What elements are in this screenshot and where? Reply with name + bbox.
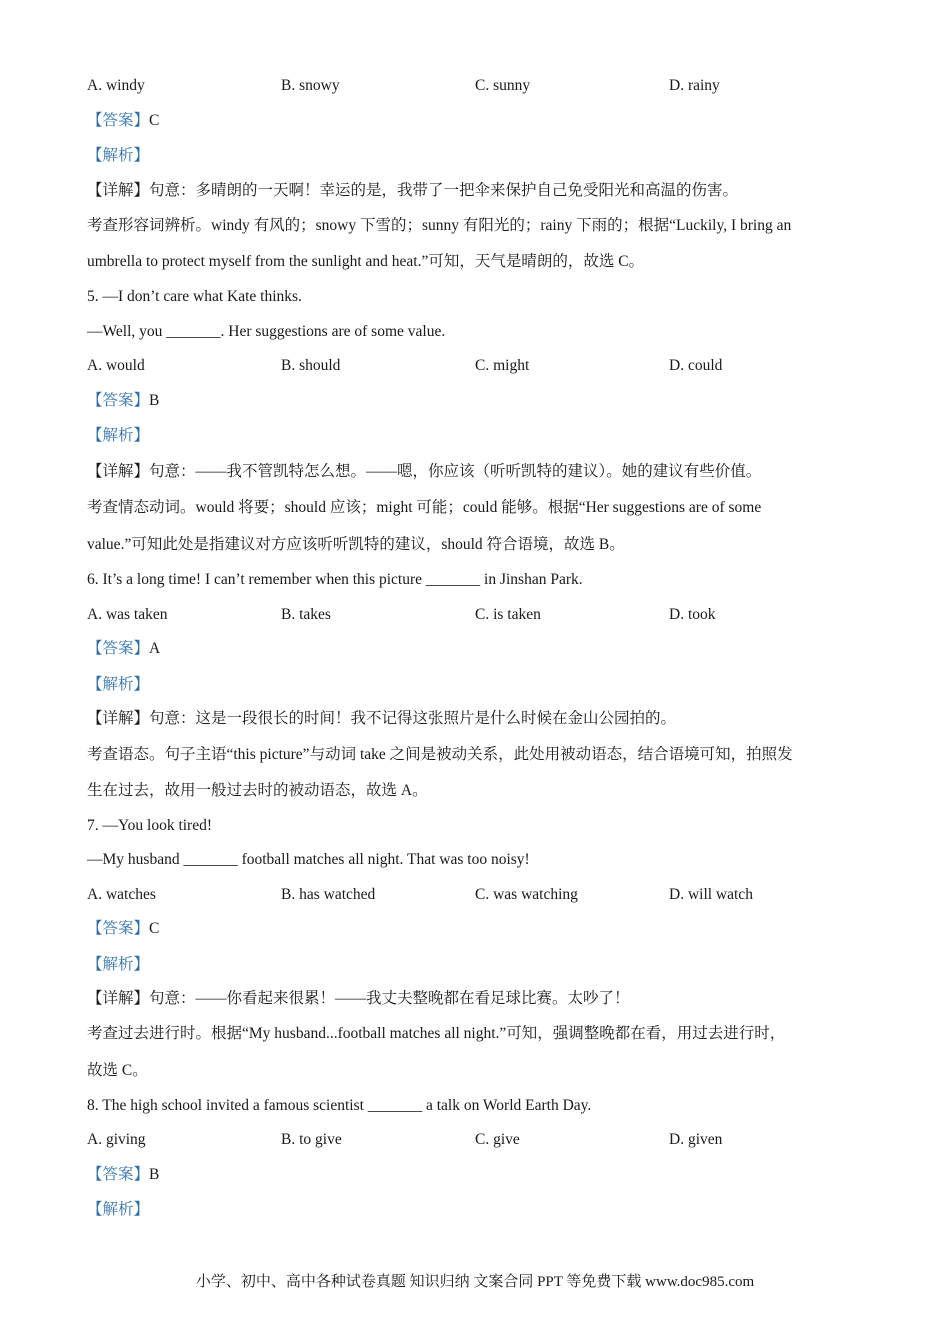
- q5-option-b: B. should: [281, 357, 341, 374]
- q7-detail: [87, 989, 630, 1009]
- detail-text: 句意：这是一段很长的时间！我不记得这张照片是什么时候在金山公园拍的。: [149, 710, 677, 727]
- q7-explain-1: 考查过去进行时。根据“My husband...football matches all night.”可知，强调整晚都在看，用过去进行时，: [87, 1025, 786, 1042]
- detail-text: 句意：——你看起来很累！——我丈夫整晚都在看足球比赛。太吵了！: [149, 990, 630, 1007]
- q5-answer: [87, 391, 159, 411]
- q6-option-d: D. took: [669, 606, 716, 623]
- q4-analysis: [87, 146, 149, 166]
- detail-label: 【详解】: [87, 463, 150, 480]
- q6-explain-1: 考查语态。句子主语“this picture”与动词 take 之间是被动关系，此处用被动语态，结合语境可知，拍照发: [87, 746, 793, 763]
- answer-value: A: [149, 640, 161, 657]
- q5-option-d: D. could: [669, 357, 723, 374]
- q6-option-a: A. was taken: [87, 606, 168, 623]
- q4-answer: [87, 111, 159, 131]
- q6-option-c: C. is taken: [475, 606, 541, 623]
- detail-label: 【详解】: [87, 710, 150, 727]
- q6-stem-1: 6. It’s a long time! I can’t remember when this picture _______ in Jinshan Park.: [87, 571, 583, 588]
- q8-option-b: B. to give: [281, 1131, 342, 1148]
- q7-option-b: B. has watched: [281, 886, 376, 903]
- q4-option-c: C. sunny: [475, 77, 531, 94]
- detail-label: 【详解】: [87, 990, 150, 1007]
- q4-detail: [87, 181, 738, 201]
- q8-answer: [87, 1165, 159, 1185]
- answer-value: B: [149, 1166, 160, 1183]
- answer-value: C: [149, 920, 160, 937]
- page-footer: 小学、初中、高中各种试卷真题 知识归纳 文案合同 PPT 等免费下载 www.doc985.com: [195, 1274, 755, 1290]
- q5-analysis: [87, 426, 149, 446]
- analysis-label: 【解析】: [87, 676, 150, 693]
- q5-detail: [87, 462, 761, 482]
- detail-text: 句意：多晴朗的一天啊！幸运的是，我带了一把伞来保护自己免受阳光和高温的伤害。: [149, 182, 739, 199]
- detail-text: 句意：——我不管凯特怎么想。——嗯，你应该（听听凯特的建议）。她的建议有些价值。: [149, 463, 762, 480]
- q6-detail: [87, 709, 676, 729]
- q7-option-c: C. was watching: [475, 886, 578, 903]
- analysis-label: 【解析】: [87, 147, 150, 164]
- q6-analysis: [87, 675, 149, 695]
- q6-explain-2: 生在过去，故用一般过去时的被动语态，故选 A。: [87, 782, 428, 799]
- answer-label: 【答案】: [87, 1166, 150, 1183]
- q5-stem-2: —Well, you _______. Her suggestions are of some value.: [87, 323, 446, 340]
- q5-stem-1: 5. —I don’t care what Kate thinks.: [87, 288, 302, 305]
- q5-option-c: C. might: [475, 357, 530, 374]
- q8-option-c: C. give: [475, 1131, 520, 1148]
- analysis-label: 【解析】: [87, 956, 150, 973]
- analysis-label: 【解析】: [87, 427, 150, 444]
- q7-explain-2: 故选 C。: [87, 1062, 148, 1079]
- answer-label: 【答案】: [87, 392, 150, 409]
- q4-option-b: B. snowy: [281, 77, 340, 94]
- answer-label: 【答案】: [87, 640, 150, 657]
- q5-explain-2: value.”可知此处是指建议对方应该听听凯特的建议，should 符合语境，故选 B。: [87, 536, 625, 553]
- detail-label: 【详解】: [87, 182, 150, 199]
- q8-analysis: [87, 1200, 149, 1220]
- q7-answer: [87, 919, 159, 939]
- q5-option-a: A. would: [87, 357, 145, 374]
- q7-option-d: D. will watch: [669, 886, 753, 903]
- q7-analysis: [87, 955, 149, 975]
- q4-explain-2: umbrella to protect myself from the sunlight and heat.”可知，天气是晴朗的，故选 C。: [87, 253, 645, 270]
- answer-value: B: [149, 392, 160, 409]
- q6-answer: [87, 639, 160, 659]
- q7-option-a: A. watches: [87, 886, 156, 903]
- answer-label: 【答案】: [87, 920, 150, 937]
- q7-stem-2: —My husband _______ football matches all night. That was too noisy!: [87, 851, 530, 868]
- q8-option-a: A. giving: [87, 1131, 146, 1148]
- answer-label: 【答案】: [87, 112, 150, 129]
- q5-explain-1: 考查情态动词。would 将要；should 应该；might 可能；could 能够。根据“Her suggestions are of some: [87, 499, 762, 516]
- analysis-label: 【解析】: [87, 1201, 150, 1218]
- q4-explain-1: 考查形容词辨析。windy 有风的；snowy 下雪的；sunny 有阳光的；rainy 下雨的；根据“Luckily, I bring an: [87, 217, 792, 234]
- q6-option-b: B. takes: [281, 606, 331, 623]
- answer-value: C: [149, 112, 160, 129]
- q7-stem-1: 7. —You look tired!: [87, 817, 213, 834]
- q8-option-d: D. given: [669, 1131, 723, 1148]
- q4-option-a: A. windy: [87, 77, 145, 94]
- q8-stem-1: 8. The high school invited a famous scientist _______ a talk on World Earth Day.: [87, 1097, 592, 1114]
- q4-option-d: D. rainy: [669, 77, 720, 94]
